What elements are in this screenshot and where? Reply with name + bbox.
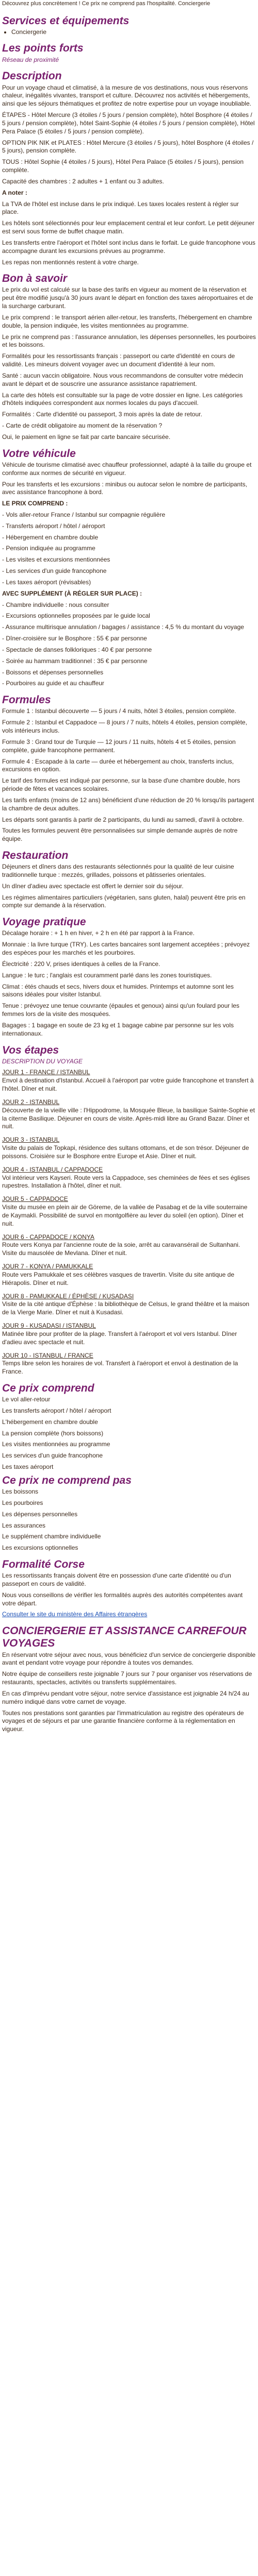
formule-item: Formule 2 : Istanbul et Cappadoce — 8 jours / 7 nuits, hôtels 4 étoiles, pension complète, vols intérieurs inclus. <box>2 719 247 735</box>
avant-item: - Excursions optionnelles proposées par le guide local <box>2 612 150 620</box>
day-text: Matinée libre pour profiter de la plage. Transfert à l'aéroport et vol vers Istanbul. Dîner d'adieu avec spectacle et nuit. <box>2 1330 237 1346</box>
bon-savoir-paragraph: Le prix ne comprend pas : l'assurance annulation, les dépenses personnelles, les pourboires et les boissons. <box>2 333 256 349</box>
prix-not-title: Ce prix ne comprend pas <box>2 1474 132 1486</box>
etapes-title: Vos étapes <box>2 1044 59 1056</box>
tarif-item: - Les taxes aéroport (révisables) <box>2 578 91 586</box>
day-label: JOUR 10 - ISTANBUL / FRANCE <box>2 1351 93 1359</box>
day-item <box>2 1136 256 1160</box>
avant-title: AVEC SUPPLÉMENT (À RÉGLER SUR PLACE) : <box>2 589 142 597</box>
formule-item: Formule 4 : Escapade à la carte — durée et hébergement au choix, transferts inclus, excursions en option. <box>2 757 234 773</box>
day-item <box>2 1293 256 1317</box>
bon-savoir-answer: Oui, le paiement en ligne se fait par carte bancaire sécurisée. <box>2 433 171 440</box>
pratique-paragraph: Tenue : prévoyez une tenue couvrante (épaules et genoux) ainsi qu'un foulard pour les femmes lors de la visite des mosquées. <box>2 1002 239 1018</box>
prix-section <box>2 1382 256 1552</box>
avant-item: - Assurance multirisque annulation / bagages / assistance : 4,5 % du montant du voyage <box>2 623 244 631</box>
list-item: • Conciergerie <box>11 28 256 37</box>
formules-title: Formules <box>2 694 51 706</box>
description-paragraph: TOUS : Hôtel Sophie (4 étoiles / 5 jours), Hôtel Pera Palace (5 étoiles / 5 jours), pension complète. <box>2 158 244 174</box>
tarif-item: - Transferts aéroport / hôtel / aéroport <box>2 522 105 530</box>
prix-not-item: Les excursions optionnelles <box>2 1544 78 1552</box>
services-section <box>2 15 256 37</box>
tarif-item: - Les visites et excursions mentionnées <box>2 556 110 564</box>
prix-title: Ce prix comprend <box>2 1382 94 1394</box>
pratique-paragraph: Décalage horaire : + 1 h en hiver, + 2 h en été par rapport à la France. <box>2 929 195 937</box>
capacity-text: Capacité des chambres : 2 adultes + 1 enfant ou 3 adultes. <box>2 177 164 185</box>
prix-item: L'hébergement en chambre double <box>2 1418 98 1426</box>
prix-not-item: Les dépenses personnelles <box>2 1510 78 1518</box>
tarif-item: - Pension indiquée au programme <box>2 545 95 552</box>
restauration-paragraph: Un dîner d'adieu avec spectacle est offert le dernier soir du séjour. <box>2 882 184 890</box>
points-subtitle: Réseau de proximité <box>2 56 59 63</box>
services-title: Services et équipements <box>2 14 130 27</box>
day-text: Visite de la cité antique d'Éphèse : la bibliothèque de Celsus, le grand théâtre et la maison de la Vierge Marie. Dîner et nuit à Kusadasi. <box>2 1300 250 1316</box>
day-item <box>2 1166 256 1190</box>
description-title: Description <box>2 70 62 82</box>
day-label: JOUR 1 - FRANCE / ISTANBUL <box>2 1069 90 1076</box>
pratique-paragraph: Bagages : 1 bagage en soute de 23 kg et 1 bagage cabine par personne sur les vols internationaux. <box>2 1021 234 1037</box>
restauration-paragraph: Les régimes alimentaires particuliers (végétarien, sans gluten, halal) peuvent être pris en compte sur demande à la réservation. <box>2 893 246 909</box>
note-item: Les transferts entre l'aéroport et l'hôtel sont inclus dans le forfait. Le guide francophone vous accompagne durant les excursions prévues au programme. <box>2 239 255 255</box>
day-label: JOUR 7 - KONYA / PAMUKKALE <box>2 1263 93 1270</box>
prix-not-item: Les boissons <box>2 1488 39 1496</box>
conciergerie-paragraph: Notre équipe de conseillers reste joignable 7 jours sur 7 pour organiser vos réservations de restaurants, spectacles, activités ou transferts supplémentaires. <box>2 1670 252 1686</box>
conciergerie-paragraph: En réservant votre séjour avec nous, vous bénéficiez d'un service de conciergerie disponible avant et pendant votre voyage pour répondre à toutes vos demandes. <box>2 1651 256 1667</box>
description-paragraph: Pour un voyage chaud et climatisé, à la mesure de vos destinations, nous vous réservons chaleur, inégalités vivantes, transport et culture. Découvrez nos activités et hébergements, ainsi que les séjours thématiques et profitez de notre expertise pour un voyage inoubliable. <box>2 83 251 108</box>
avant-item: - Soirée au hammam traditionnel : 35 € par personne <box>2 657 148 665</box>
description-paragraph: OPTION PIK NIK et PLATES : Hôtel Mercure (3 étoiles / 5 jours), hôtel Bosphore (4 étoiles / 5 jours), pension complète. <box>2 139 254 155</box>
prix-item: Le vol aller-retour <box>2 1396 51 1403</box>
day-item <box>2 1233 256 1258</box>
formule-extra: Toutes les formules peuvent être personnalisées sur simple demande auprès de notre équipe. <box>2 827 238 843</box>
vehicule-paragraph: Véhicule de tourisme climatisé avec chauffeur professionnel, adapté à la taille du groupe et conforme aux normes de sécurité en vigueur. <box>2 461 252 477</box>
etapes-section <box>2 1044 256 1376</box>
prix-not-item: Le supplément chambre individuelle <box>2 1533 101 1540</box>
restauration-title: Restauration <box>2 849 69 861</box>
description-paragraph: ÉTAPES - Hôtel Mercure (3 étoiles / 5 jours / pension complète), hôtel Bosphore (4 étoiles / 5 jours / pension complète), hôtel Saint-Sophie (4 étoiles / 5 jours / pension complète), Hôtel Pera Palace (5 étoiles / 5 jours / pension complète). <box>2 111 255 135</box>
day-label: JOUR 6 - CAPPADOCE / KONYA <box>2 1233 94 1241</box>
bon-savoir-section <box>2 273 256 441</box>
day-item <box>2 1069 256 1093</box>
pratique-paragraph: Climat : étés chauds et secs, hivers doux et humides. Printemps et automne sont les saisons idéales pour visiter Istanbul. <box>2 982 234 998</box>
bon-savoir-paragraph: Santé : aucun vaccin obligatoire. Nous vous recommandons de consulter votre médecin avant le départ et de souscrire une assurance assistance rapatriement. <box>2 371 243 387</box>
description-section <box>2 70 256 266</box>
vehicule-paragraph: Pour les transferts et les excursions : minibus ou autocar selon le nombre de participants, avec assistance francophone à bord. <box>2 480 247 496</box>
formalites-link[interactable]: Consulter le site du ministère des Affaires étrangères <box>2 1611 148 1618</box>
note-label: A noter : <box>2 189 27 196</box>
note-item: Les repas non mentionnés restent à votre charge. <box>2 258 139 266</box>
conciergerie-paragraph: Toutes nos prestations sont garanties par l'immatriculation au registre des opérateurs de voyages et de séjours et par une garantie financière conforme à la réglementation en vigueur. <box>2 1709 244 1733</box>
prix-item: Les visites mentionnées au programme <box>2 1440 110 1448</box>
formalites-title: Formalité Corse <box>2 1558 85 1571</box>
day-text: Temps libre selon les horaires de vol. Transfert à l'aéroport et envol à destination de la France. <box>2 1360 238 1376</box>
day-text: Envol à destination d'Istanbul. Accueil à l'aéroport par votre guide francophone et transfert à l'hôtel. Dîner et nuit. <box>2 1077 254 1093</box>
formules-section <box>2 694 256 843</box>
avant-item: - Pourboires au guide et au chauffeur <box>2 680 104 687</box>
pratique-paragraph: Électricité : 220 V, prises identiques à celles de la France. <box>2 960 160 968</box>
day-text: Vol intérieur vers Kayseri. Route vers la Cappadoce, ses cheminées de fées et ses églises rupestres. Installation à l'hôtel, dîner et nuit. <box>2 1174 250 1190</box>
day-item <box>2 1263 256 1287</box>
day-label: JOUR 3 - ISTANBUL <box>2 1136 60 1144</box>
bon-savoir-question: - Carte de crédit obligatoire au moment de la réservation ? <box>2 422 163 430</box>
day-text: Visite du musée en plein air de Göreme, de la vallée de Pasabag et de la ville souterraine de Kaymakli. Possibilité de survol en montgolfière au lever du soleil (en option). Dîner et nuit. <box>2 1204 248 1227</box>
formule-extra: Les départs sont garantis à partir de 2 participants, du lundi au samedi, d'avril à octobre. <box>2 816 244 823</box>
prix-not-item: Les pourboires <box>2 1499 43 1506</box>
day-text: Route vers Pamukkale et ses célèbres vasques de travertin. Visite du site antique de Hiérapolis. Dîner et nuit. <box>2 1270 235 1286</box>
tarif-item: - Vols aller-retour France / Istanbul sur compagnie régulière <box>2 511 166 518</box>
avant-item: - Dîner-croisière sur le Bosphore : 55 € par personne <box>2 635 147 642</box>
prix-item: Les taxes aéroport <box>2 1463 54 1471</box>
pratique-paragraph: Monnaie : la livre turque (TRY). Les cartes bancaires sont largement acceptées ; prévoyez des espèces pour les marchés et les pourboires. <box>2 941 250 957</box>
avant-item: - Chambre individuelle : nous consulter <box>2 601 109 608</box>
bon-savoir-paragraph: La carte des hôtels est consultable sur la page de votre dossier en ligne. Les catégories d'hôtels indiquées correspondent aux normes locales du pays d'accueil. <box>2 391 243 407</box>
avant-item: - Spectacle de danses folkloriques : 40 € par personne <box>2 646 152 653</box>
formalites-paragraph: Les ressortissants français doivent être en possession d'une carte d'identité ou d'un passeport en cours de validité. <box>2 1572 231 1587</box>
bon-savoir-paragraph: Formalités pour les ressortissants français : passeport ou carte d'identité en cours de validité. Les mineurs doivent voyager avec un document d'identité à leur nom. <box>2 352 235 368</box>
vehicule-title: Votre véhicule <box>2 447 76 460</box>
day-label: JOUR 5 - CAPPADOCE <box>2 1195 68 1203</box>
formule-extra: Le tarif des formules est indiqué par personne, sur la base d'une chambre double, hors période de fêtes et vacances scolaires. <box>2 777 240 793</box>
day-item <box>2 1352 256 1376</box>
voyage-pratique-title: Voyage pratique <box>2 916 86 928</box>
day-item <box>2 1322 256 1346</box>
bon-savoir-paragraph: Le prix du vol est calculé sur la base des tarifs en vigueur au moment de la réservation et peut être modifié jusqu'à 30 jours avant le départ en fonction des taxes aéroportuaires et de la surcharge carburant. <box>2 286 253 310</box>
day-label: JOUR 9 - KUSADASI / ISTANBUL <box>2 1322 96 1330</box>
bon-savoir-title: Bon à savoir <box>2 273 68 285</box>
formule-extra: Les tarifs enfants (moins de 12 ans) bénéficient d'une réduction de 20 % lorsqu'ils partagent la chambre de deux adultes. <box>2 796 254 812</box>
pratique-paragraph: Langue : le turc ; l'anglais est couramment parlé dans les zones touristiques. <box>2 971 212 979</box>
tarifs-title: LE PRIX COMPREND : <box>2 500 68 507</box>
prix-item: Les services d'un guide francophone <box>2 1452 103 1460</box>
services-list <box>2 28 256 37</box>
vehicule-section <box>2 448 256 688</box>
restauration-paragraph: Déjeuners et dîners dans des restaurants sélectionnés pour la qualité de leur cuisine traditionnelle turque : mezzés, grillades, poissons et pâtisseries orientales. <box>2 863 234 878</box>
tarif-item: - Les services d'un guide francophone <box>2 567 107 575</box>
intro-text: Découvrez plus concrètement ! Ce prix ne comprend pas l'hospitalité. Conciergerie <box>2 1 211 7</box>
bon-savoir-paragraph: Le prix comprend : le transport aérien aller-retour, les transferts, l'hébergement en chambre double, la pension indiquée, les visites mentionnées au programme. <box>2 313 252 329</box>
day-label: JOUR 8 - PAMUKKALE / ÉPHÈSE / KUSADASI <box>2 1292 134 1300</box>
conciergerie-title: CONCIERGERIE ET ASSISTANCE CARREFOUR VOYAGES <box>2 1625 247 1650</box>
note-item: La TVA de l'hôtel est incluse dans le prix indiqué. Les taxes locales restent à régler sur place. <box>2 200 239 216</box>
tarif-item: - Hébergement en chambre double <box>2 533 99 541</box>
day-label: JOUR 4 - ISTANBUL / CAPPADOCE <box>2 1165 103 1173</box>
day-label: JOUR 2 - ISTANBUL <box>2 1098 60 1106</box>
note-item: Les hôtels sont sélectionnés pour leur emplacement central et leur confort. Le petit déjeuner est servi sous forme de buffet chaque matin. <box>2 219 254 235</box>
points-title: Les points forts <box>2 42 84 55</box>
restauration-section <box>2 850 256 910</box>
points-section <box>2 42 256 64</box>
conciergerie-section <box>2 1625 256 1734</box>
prix-item: Les transferts aéroport / hôtel / aéroport <box>2 1406 111 1414</box>
day-text: Découverte de la vieille ville : l'Hippodrome, la Mosquée Bleue, la basilique Sainte-Sophie et la citerne Basilique. Déjeuner en cours de visite. Après-midi libre au Grand Bazar. Dîner et nuit. <box>2 1106 255 1130</box>
voyage-pratique-section <box>2 916 256 1038</box>
day-text: Visite du palais de Topkapi, résidence des sultans ottomans, et de son trésor. Déjeuner de poissons. Croisière sur le Bosphore entre Europe et Asie. Dîner et nuit. <box>2 1144 249 1160</box>
day-text: Route vers Konya par l'ancienne route de la soie, arrêt au caravansérail de Sultanhani. Visite du mausolée de Mevlana. Dîner et nuit. <box>2 1241 240 1257</box>
formule-item: Formule 1 : Istanbul découverte — 5 jours / 4 nuits, hôtel 3 étoiles, pension complète. <box>2 707 236 715</box>
prix-not-item: Les assurances <box>2 1521 46 1529</box>
formule-item: Formule 3 : Grand tour de Turquie — 12 jours / 11 nuits, hôtels 4 et 5 étoiles, pension complète, guide francophone permanent. <box>2 738 236 754</box>
formalites-section <box>2 1558 256 1619</box>
day-item <box>2 1098 256 1131</box>
bon-savoir-paragraph: Formalités : Carte d'identité ou passeport, 3 mois après la date de retour. <box>2 411 202 418</box>
prix-item: La pension complète (hors boissons) <box>2 1429 104 1437</box>
avant-item: - Boissons et dépenses personnelles <box>2 668 104 676</box>
formalites-paragraph: Nous vous conseillons de vérifier les formalités auprès des autorités compétentes avant votre départ. <box>2 1591 243 1607</box>
day-item <box>2 1195 256 1228</box>
conciergerie-paragraph: En cas d'imprévu pendant votre séjour, notre service d'assistance est joignable 24 h/24 au numéro indiqué dans votre carnet de voyage. <box>2 1689 249 1705</box>
etapes-subtitle: DESCRIPTION DU VOYAGE <box>2 1057 83 1065</box>
